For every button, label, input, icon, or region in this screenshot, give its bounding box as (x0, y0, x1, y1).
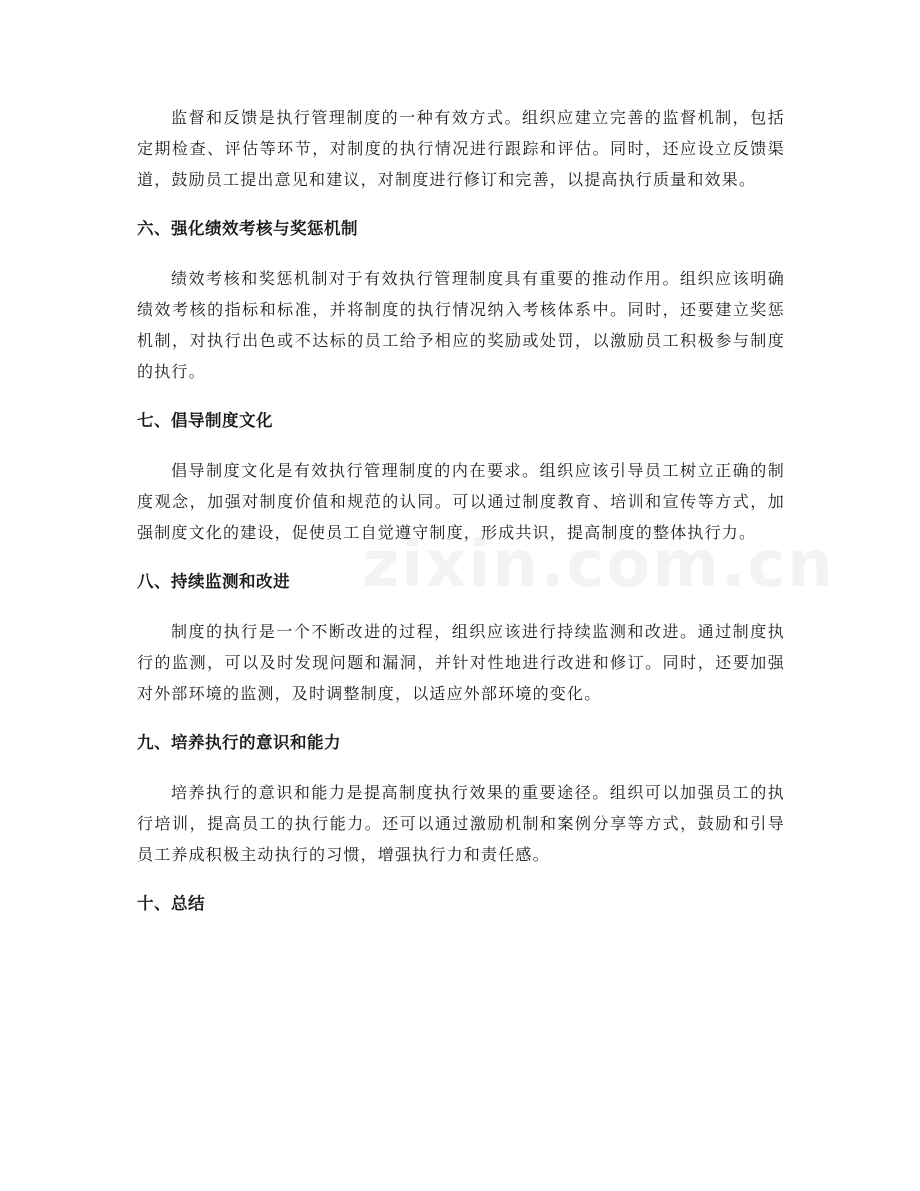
section-heading-6: 六、强化绩效考核与奖惩机制 (137, 219, 358, 238)
section-paragraph-6: 绩效考核和奖惩机制对于有效执行管理制度具有重要的推动作用。组织应该明确绩效考核的指标和标准，并将制度的执行情况纳入考核体系中。同时，还要建立奖惩机制，对执行出色或不达标的员工给予相应的奖励或处罚，以激励员工积极参与制度的执行。 (137, 269, 785, 381)
section-heading-7: 七、倡导制度文化 (137, 411, 273, 430)
section-paragraph-8: 制度的执行是一个不断改进的过程，组织应该进行持续监测和改进。通过制度执行的监测，可以及时发现问题和漏洞，并针对性地进行改进和修订。同时，还要加强对外部环境的监测，及时调整制度，以适应外部环境的变化。 (137, 622, 785, 703)
document-body (137, 102, 785, 917)
section-paragraph-9: 培养执行的意识和能力是提高制度执行效果的重要途径。组织可以加强员工的执行培训，提高员工的执行能力。还可以通过激励机制和案例分享等方式，鼓励和引导员工养成积极主动执行的习惯，增强执行力和责任感。 (137, 783, 785, 864)
intro-paragraph: 监督和反馈是执行管理制度的一种有效方式。组织应建立完善的监督机制，包括定期检查、评估等环节，对制度的执行情况进行跟踪和评估。同时，还应设立反馈渠道，鼓励员工提出意见和建议，对制度进行修订和完善，以提高执行质量和效果。 (137, 108, 785, 189)
section-heading-9: 九、培养执行的意识和能力 (137, 733, 341, 752)
section-paragraph-7: 倡导制度文化是有效执行管理制度的内在要求。组织应该引导员工树立正确的制度观念，加强对制度价值和规范的认同。可以通过制度教育、培训和宣传等方式，加强制度文化的建设，促使员工自觉遵守制度，形成共识，提高制度的整体执行力。 (137, 461, 785, 542)
section-heading-10: 十、总结 (137, 894, 205, 913)
section-heading-8: 八、持续监测和改进 (137, 572, 290, 591)
